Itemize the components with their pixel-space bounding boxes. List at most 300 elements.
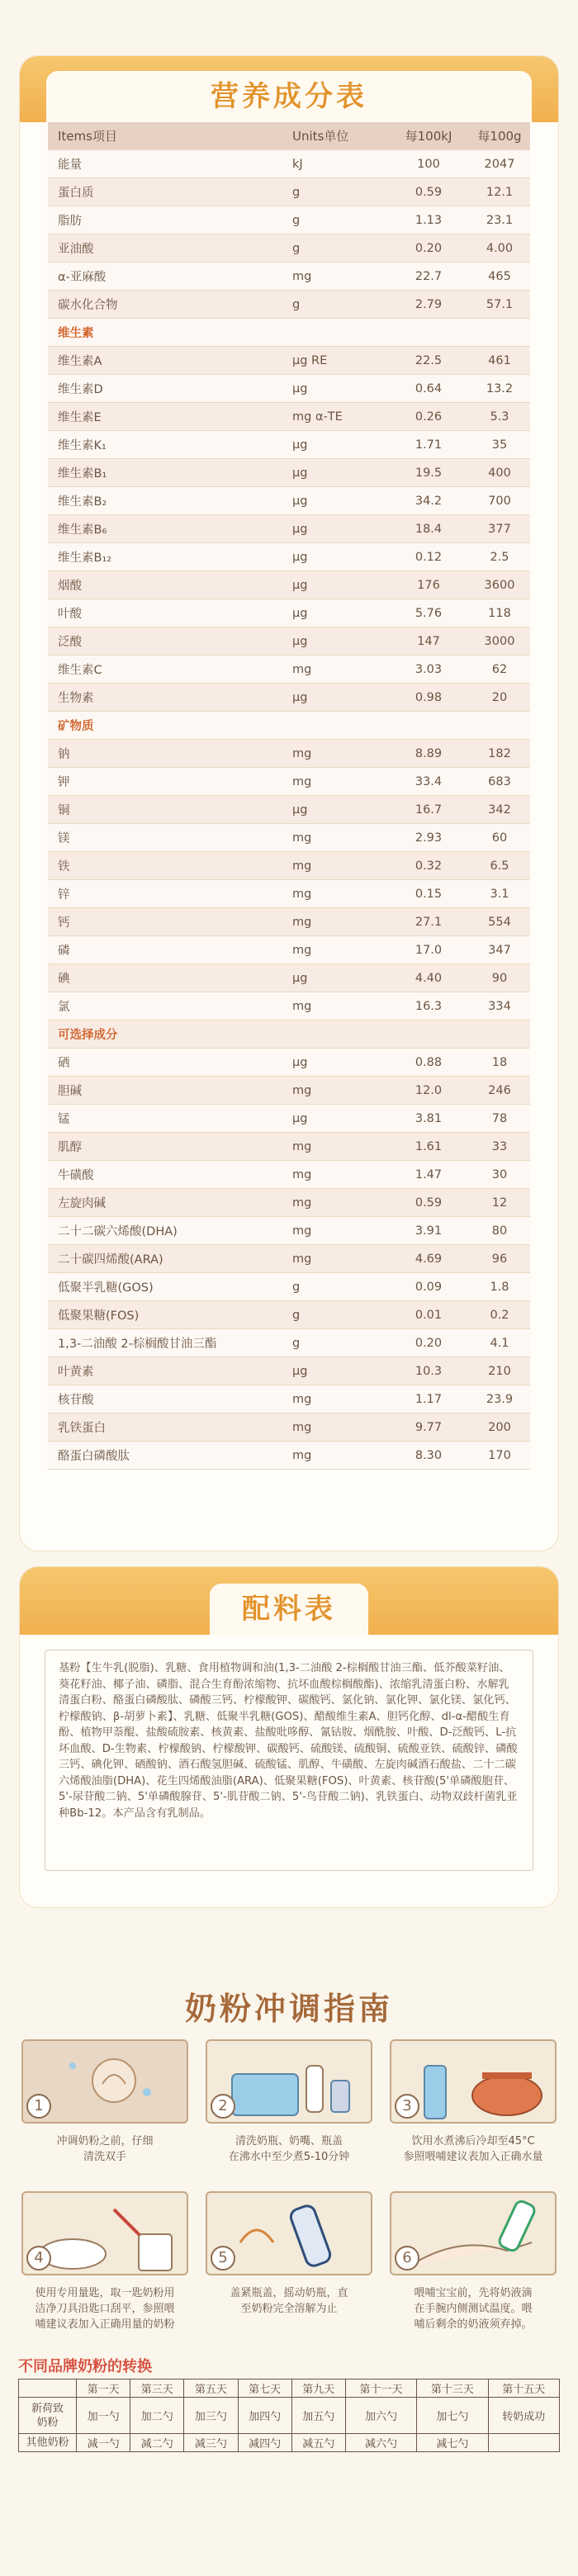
item-per100kj: 5.76 xyxy=(415,606,443,620)
item-per100g: 377 xyxy=(488,522,511,536)
item-per100g: 80 xyxy=(491,1224,508,1238)
conversion-day: 第七天 xyxy=(238,2379,291,2398)
item-per100g: 12 xyxy=(491,1196,508,1210)
ingredients-title-plate xyxy=(210,1584,368,1635)
nutrition-row xyxy=(48,796,530,824)
item-per100kj: 22.5 xyxy=(415,353,443,367)
nutrition-row xyxy=(48,403,530,431)
item-per100kj: 18.4 xyxy=(415,522,443,536)
item-name: 胆碱 xyxy=(58,1085,82,1098)
item-unit: μg xyxy=(292,971,308,985)
conversion-other-cell: 减一勺 xyxy=(77,2434,130,2452)
item-per100kj: 3.91 xyxy=(415,1224,443,1238)
conversion-new-cell: 加一勺 xyxy=(77,2398,130,2434)
item-name: 维生素 xyxy=(58,327,94,340)
item-per100kj: 3.03 xyxy=(415,662,443,676)
item-name: 维生素A xyxy=(58,355,102,368)
item-unit: μg xyxy=(292,578,308,592)
item-per100g: 12.1 xyxy=(486,185,514,199)
nutrition-row xyxy=(48,234,530,263)
item-per100g: 3000 xyxy=(484,634,515,648)
item-name: 钙 xyxy=(58,916,70,930)
item-unit: μg xyxy=(292,1111,308,1125)
nutrition-row xyxy=(48,375,530,403)
item-name: 肌醇 xyxy=(58,1141,82,1154)
conversion-new-cell: 加三勺 xyxy=(184,2398,238,2434)
nutrition-row xyxy=(48,1385,530,1413)
item-name: 矿物质 xyxy=(58,720,94,733)
item-name: 维生素K₁ xyxy=(58,439,107,452)
nutrition-row xyxy=(48,1357,530,1385)
step-5-line2: 至奶粉完全溶解为止 xyxy=(240,2303,338,2315)
nutrition-row xyxy=(48,1442,530,1470)
item-unit: mg xyxy=(292,269,312,283)
step-6-line1: 喂哺宝宝前，先将奶液滴 xyxy=(414,2287,533,2299)
nutrition-row xyxy=(48,1273,530,1301)
conversion-row-other-label: 其他奶粉 xyxy=(19,2434,77,2452)
nutrition-row xyxy=(48,824,530,852)
conversion-day: 第十一天 xyxy=(345,2379,416,2398)
item-unit: μg xyxy=(292,381,308,395)
conversion-day: 第五天 xyxy=(184,2379,238,2398)
nutrition-row xyxy=(48,206,530,234)
item-unit: kJ xyxy=(292,157,303,171)
item-per100kj: 12.0 xyxy=(415,1083,443,1097)
item-per100g: 4.00 xyxy=(486,241,514,255)
nutrition-row xyxy=(48,1105,530,1133)
item-name: 磷 xyxy=(58,945,70,958)
conversion-other-cell: 减四勺 xyxy=(238,2434,291,2452)
ingredients-text: 基粉【生牛乳(脱脂)、乳糖、食用植物调和油(1,3-二油酸 2-棕榈酸甘油三酯、低芥酸菜籽油、葵花籽油、椰子油、磷脂、混合生育酚浓缩物、抗坏血酸棕榈酸酯)、浓缩乳清蛋白粉、水解乳清蛋白粉、酪蛋白磷酸肽、磷酸三钙、柠檬酸钾、碳酸钙、氯化钠、氯化钾、氯化镁、氯化钙、柠檬酸钠、β-胡萝卜素】、乳糖、低聚半乳糖(GOS)、醋酸维生素A、胆钙化醇、dl-α-醋酸生育酚、植物甲萘醌、盐酸硫胺素、核黄素、盐酸吡哆醇、氰钴胺、烟酰胺、叶酸、D-泛酸钙、L-抗坏血酸、D-生物素、柠檬酸钠、柠檬酸钾、碳酸钙、硫酸镁、硫酸铜、硫酸亚铁、硫酸锌、磷酸三钙、碘化钾、硒酸钠、酒石酸氢胆碱、硫酸锰、肌醇、牛磺酸、左旋肉碱酒石酸盐、二十二碳六烯酸油脂(DHA)、花生四烯酸油脂(ARA)、低聚果糖(FOS)、叶黄素、核苷酸(5'单磷酸胞苷、5'-尿苷酸二钠、5'单磷酸腺苷、5'-肌苷酸二钠、5'-鸟苷酸二钠)、乳铁蛋白、动物双歧杆菌乳亚种Bb-12。本产品含有乳制品。 xyxy=(45,1650,533,1871)
item-name: 维生素B₁ xyxy=(58,467,107,481)
item-per100kj: 8.89 xyxy=(415,746,443,760)
item-per100kj: 22.7 xyxy=(415,269,443,283)
item-per100kj: 0.26 xyxy=(415,410,443,424)
item-per100g: 334 xyxy=(488,999,511,1013)
nutrition-row xyxy=(48,1329,530,1357)
item-name: 二十碳四烯酸(ARA) xyxy=(58,1253,163,1267)
step-5-image xyxy=(206,2191,372,2275)
item-name: 维生素E xyxy=(58,411,102,424)
conversion-other-cell xyxy=(488,2434,559,2452)
item-name: 核苷酸 xyxy=(58,1394,94,1407)
item-per100kj: 33.4 xyxy=(415,774,443,788)
item-unit: mg xyxy=(292,943,312,957)
item-unit: μg xyxy=(292,438,308,452)
item-unit: μg xyxy=(292,690,308,704)
item-per100kj: 1.47 xyxy=(415,1167,443,1181)
item-per100kj: 2.79 xyxy=(415,297,443,311)
conversion-other-cell: 减三勺 xyxy=(184,2434,238,2452)
item-per100g: 118 xyxy=(488,606,511,620)
header-unit: Units单位 xyxy=(292,129,349,144)
item-name: 能量 xyxy=(58,159,82,172)
nutrition-section-row xyxy=(48,319,530,347)
nutrition-row xyxy=(48,1245,530,1273)
item-per100g: 90 xyxy=(491,971,508,985)
guide-title: 奶粉冲调指南 xyxy=(184,1991,393,2027)
conversion-header-row xyxy=(19,2379,560,2398)
conversion-table xyxy=(18,2379,560,2452)
item-per100g: 23.1 xyxy=(486,213,514,227)
step-1-image xyxy=(21,2039,188,2124)
item-per100kj: 34.2 xyxy=(415,494,443,508)
item-per100g: 23.9 xyxy=(486,1392,514,1406)
item-per100kj: 10.3 xyxy=(415,1364,443,1378)
item-unit: μg xyxy=(292,466,308,480)
step-6-line3: 哺后剩余的奶液须弃掉。 xyxy=(414,2318,533,2331)
item-unit: mg xyxy=(292,746,312,760)
step-5-number: 5 xyxy=(211,2246,235,2271)
item-name: 低聚半乳糖(GOS) xyxy=(58,1281,154,1295)
ingredients-title: 配料表 xyxy=(242,1593,336,1626)
item-per100g: 96 xyxy=(491,1252,508,1266)
conversion-other-cell: 减二勺 xyxy=(130,2434,184,2452)
guide-step-5 xyxy=(206,2191,372,2317)
item-name: α-亚麻酸 xyxy=(58,271,107,284)
nutrition-row xyxy=(48,431,530,459)
nutrition-row xyxy=(48,656,530,684)
item-unit: mg xyxy=(292,774,312,788)
item-per100g: 2047 xyxy=(484,157,515,171)
nutrition-row xyxy=(48,571,530,599)
step-4-image xyxy=(21,2191,188,2275)
item-per100kj: 0.64 xyxy=(415,381,443,395)
step-5-line1: 盖紧瓶盖，摇动奶瓶，直 xyxy=(230,2287,348,2299)
step-6-line2: 在手腕内侧测试温度。喂 xyxy=(414,2303,533,2315)
item-per100kj: 0.12 xyxy=(415,550,443,564)
item-unit: g xyxy=(292,241,301,255)
nutrition-row xyxy=(48,543,530,571)
nutrition-row xyxy=(48,627,530,656)
item-name: 钾 xyxy=(58,776,70,789)
nutrition-row xyxy=(48,459,530,487)
item-name: 铁 xyxy=(58,860,70,874)
item-per100kj: 0.59 xyxy=(415,185,443,199)
step-6-image xyxy=(390,2191,557,2275)
item-unit: mg xyxy=(292,1448,312,1462)
item-per100kj: 0.09 xyxy=(415,1280,443,1294)
item-per100kj: 1.61 xyxy=(415,1139,443,1153)
nutrition-row xyxy=(48,908,530,936)
item-per100g: 13.2 xyxy=(486,381,514,395)
item-per100kj: 19.5 xyxy=(415,466,443,480)
nutrition-section-row xyxy=(48,1020,530,1049)
step-3-image xyxy=(390,2039,557,2124)
item-unit: mg xyxy=(292,915,312,929)
item-name: 铜 xyxy=(58,804,70,817)
conversion-day: 第九天 xyxy=(291,2379,345,2398)
item-name: 碳水化合物 xyxy=(58,299,118,312)
item-name: 脂肪 xyxy=(58,215,82,228)
item-per100kj: 9.77 xyxy=(415,1420,443,1434)
item-per100g: 200 xyxy=(488,1420,511,1434)
nutrition-row xyxy=(48,964,530,992)
nutrition-table xyxy=(48,122,530,1470)
item-per100g: 182 xyxy=(488,746,511,760)
step-2-line1: 清洗奶瓶、奶嘴、瓶盖 xyxy=(235,2135,343,2147)
item-unit: μg RE xyxy=(292,353,328,367)
item-per100kj: 0.15 xyxy=(415,887,443,901)
item-per100g: 1.8 xyxy=(490,1280,509,1294)
item-unit: μg xyxy=(292,634,308,648)
item-per100g: 210 xyxy=(488,1364,511,1378)
item-name: 左旋肉碱 xyxy=(58,1197,106,1210)
nutrition-row xyxy=(48,487,530,515)
conversion-new-cell: 加五勺 xyxy=(291,2398,345,2434)
item-name: 维生素B₆ xyxy=(58,523,107,537)
nutrition-table-header xyxy=(48,122,530,150)
item-per100g: 0.2 xyxy=(490,1308,509,1322)
ingredients-card xyxy=(20,1567,558,1907)
conversion-new-cell: 加六勺 xyxy=(345,2398,416,2434)
item-name: 维生素B₁₂ xyxy=(58,552,112,565)
nutrition-row xyxy=(48,1077,530,1105)
item-per100g: 3.1 xyxy=(490,887,509,901)
item-per100g: 554 xyxy=(488,915,511,929)
item-per100kj: 0.59 xyxy=(415,1196,443,1210)
item-unit: g xyxy=(292,1308,301,1322)
item-unit: mg xyxy=(292,999,312,1013)
item-per100g: 6.5 xyxy=(490,859,509,873)
nutrition-row xyxy=(48,263,530,291)
item-unit: mg xyxy=(292,1392,312,1406)
item-per100g: 342 xyxy=(488,803,511,817)
item-name: 烟酸 xyxy=(58,580,82,593)
item-per100kj: 0.88 xyxy=(415,1055,443,1069)
conversion-new-cell: 加七勺 xyxy=(417,2398,488,2434)
step-4-line3: 哺建议表加入正确用量的奶粉 xyxy=(35,2318,175,2331)
item-unit: g xyxy=(292,185,301,199)
nutrition-row xyxy=(48,880,530,908)
nutrition-row xyxy=(48,150,530,178)
item-name: 维生素B₂ xyxy=(58,495,107,509)
item-per100kj: 0.20 xyxy=(415,241,443,255)
item-per100kj: 1.13 xyxy=(415,213,443,227)
conversion-day: 第十五天 xyxy=(488,2379,559,2398)
step-4-number: 4 xyxy=(26,2246,51,2271)
item-per100g: 2.5 xyxy=(490,550,509,564)
nutrition-row xyxy=(48,768,530,796)
item-unit: mg xyxy=(292,1252,312,1266)
item-per100g: 60 xyxy=(491,831,508,845)
step-2-image xyxy=(206,2039,372,2124)
item-name: 乳铁蛋白 xyxy=(58,1422,106,1435)
item-name: 1,3-二油酸 2-棕榈酸甘油三酯 xyxy=(58,1338,217,1351)
item-name: 氯 xyxy=(58,1001,70,1014)
item-unit: mg xyxy=(292,1420,312,1434)
step-1-line1: 冲调奶粉之前，仔细 xyxy=(56,2135,154,2147)
item-unit: g xyxy=(292,297,301,311)
nutrition-row xyxy=(48,1189,530,1217)
item-unit: μg xyxy=(292,550,308,564)
item-per100kj: 2.93 xyxy=(415,831,443,845)
item-per100g: 62 xyxy=(491,662,508,676)
header-per100kj: 每100kJ xyxy=(405,129,452,144)
step-3-line1: 饮用水煮沸后冷却至45°C xyxy=(411,2135,535,2147)
item-per100g: 78 xyxy=(491,1111,508,1125)
conversion-day: 第一天 xyxy=(77,2379,130,2398)
item-per100g: 5.3 xyxy=(490,410,509,424)
item-per100kj: 16.7 xyxy=(415,803,443,817)
item-per100kj: 0.32 xyxy=(415,859,443,873)
item-unit: μg xyxy=(292,803,308,817)
step-2-number: 2 xyxy=(211,2094,235,2119)
footer-space xyxy=(0,2459,578,2576)
item-unit: mg α-TE xyxy=(292,410,343,424)
step-1-line2: 清洗双手 xyxy=(83,2151,126,2163)
nutrition-row xyxy=(48,1049,530,1077)
item-per100kj: 8.30 xyxy=(415,1448,443,1462)
item-per100g: 347 xyxy=(488,943,511,957)
item-per100kj: 0.98 xyxy=(415,690,443,704)
item-per100g: 246 xyxy=(488,1083,511,1097)
item-per100g: 3600 xyxy=(484,578,515,592)
item-unit: μg xyxy=(292,1055,308,1069)
item-name: 硒 xyxy=(58,1057,70,1070)
item-per100g: 683 xyxy=(488,774,511,788)
step-4-line1: 使用专用量匙，取一匙奶粉用 xyxy=(35,2287,175,2299)
item-per100kj: 4.69 xyxy=(415,1252,443,1266)
item-name: 二十二碳六烯酸(DHA) xyxy=(58,1225,178,1238)
item-name: 镁 xyxy=(58,832,70,845)
item-unit: mg xyxy=(292,1224,312,1238)
item-per100kj: 17.0 xyxy=(415,943,443,957)
step-6-number: 6 xyxy=(395,2246,419,2271)
item-name: 生物素 xyxy=(58,692,94,705)
nutrition-row xyxy=(48,684,530,712)
nutrition-card xyxy=(20,56,558,1551)
item-unit: g xyxy=(292,1280,301,1294)
item-unit: mg xyxy=(292,887,312,901)
item-unit: mg xyxy=(292,1083,312,1097)
item-name: 可选择成分 xyxy=(58,1029,118,1042)
conversion-day: 第三天 xyxy=(130,2379,184,2398)
guide-step-6 xyxy=(390,2191,557,2332)
item-per100kj: 0.01 xyxy=(415,1308,443,1322)
item-per100kj: 0.20 xyxy=(415,1336,443,1350)
nutrition-row xyxy=(48,936,530,964)
step-1-number: 1 xyxy=(26,2094,51,2119)
conversion-corner xyxy=(19,2379,77,2398)
item-per100g: 18 xyxy=(491,1055,508,1069)
item-name: 低聚果糖(FOS) xyxy=(58,1309,140,1323)
item-per100g: 700 xyxy=(488,494,511,508)
guide-step-2 xyxy=(206,2039,372,2165)
nutrition-row xyxy=(48,1413,530,1442)
item-name: 锰 xyxy=(58,1113,70,1126)
conversion-row-other xyxy=(19,2434,560,2452)
nutrition-row xyxy=(48,347,530,375)
item-per100g: 465 xyxy=(488,269,511,283)
item-per100kj: 16.3 xyxy=(415,999,443,1013)
item-name: 酪蛋白磷酸肽 xyxy=(58,1450,130,1463)
item-name: 锌 xyxy=(58,888,70,902)
nutrition-row xyxy=(48,599,530,627)
item-unit: mg xyxy=(292,831,312,845)
conversion-new-cell: 加二勺 xyxy=(130,2398,184,2434)
item-unit: mg xyxy=(292,1196,312,1210)
item-name: 叶酸 xyxy=(58,608,82,621)
item-per100g: 461 xyxy=(488,353,511,367)
conversion-day: 第十三天 xyxy=(417,2379,488,2398)
guide-step-4 xyxy=(21,2191,188,2332)
step-4-line2: 洁净刀具沿匙口刮平，参照喂 xyxy=(35,2303,175,2315)
item-per100kj: 3.81 xyxy=(415,1111,443,1125)
item-unit: μg xyxy=(292,606,308,620)
conversion-other-cell: 减五勺 xyxy=(291,2434,345,2452)
conversion-row-new-label xyxy=(19,2398,77,2434)
step-3-line2: 参照喂哺建议表加入正确水量 xyxy=(403,2151,543,2163)
item-per100kj: 1.17 xyxy=(415,1392,443,1406)
nutrition-row xyxy=(48,852,530,880)
conversion-new-cell: 加四勺 xyxy=(238,2398,291,2434)
item-name: 牛磺酸 xyxy=(58,1169,94,1182)
item-name: 蛋白质 xyxy=(58,187,94,200)
item-per100kj: 176 xyxy=(417,578,440,592)
item-per100g: 20 xyxy=(491,690,508,704)
item-unit: μg xyxy=(292,1364,308,1378)
conversion-new-cell: 转奶成功 xyxy=(488,2398,559,2434)
nutrition-section-row xyxy=(48,712,530,740)
conversion-title: 不同品牌奶粉的转换 xyxy=(18,2358,152,2375)
nutrition-title: 营养成分表 xyxy=(211,80,367,113)
nutrition-row xyxy=(48,1161,530,1189)
item-per100g: 400 xyxy=(488,466,511,480)
item-name: 碘 xyxy=(58,973,70,986)
item-unit: mg xyxy=(292,1167,312,1181)
nutrition-row xyxy=(48,1133,530,1161)
ingredients-header xyxy=(20,1567,558,1635)
item-unit: mg xyxy=(292,662,312,676)
conversion-other-cell: 减七勺 xyxy=(417,2434,488,2452)
nutrition-title-plate xyxy=(46,71,532,122)
nutrition-row xyxy=(48,1217,530,1245)
item-unit: mg xyxy=(292,859,312,873)
item-per100g: 35 xyxy=(491,438,508,452)
conversion-other-cell: 减六勺 xyxy=(345,2434,416,2452)
item-name: 维生素D xyxy=(58,383,103,396)
item-per100kj: 100 xyxy=(417,157,440,171)
step-2-line2: 在沸水中至少煮5-10分钟 xyxy=(228,2151,350,2163)
item-unit: μg xyxy=(292,494,308,508)
nutrition-row xyxy=(48,740,530,768)
item-per100g: 4.1 xyxy=(490,1336,509,1350)
item-unit: μg xyxy=(292,522,308,536)
guide-step-3 xyxy=(390,2039,557,2165)
nutrition-row xyxy=(48,1301,530,1329)
item-per100kj: 4.40 xyxy=(415,971,443,985)
item-per100g: 170 xyxy=(488,1448,511,1462)
item-per100g: 33 xyxy=(491,1139,508,1153)
step-3-number: 3 xyxy=(395,2094,419,2119)
item-name: 叶黄素 xyxy=(58,1366,94,1379)
item-per100g: 57.1 xyxy=(486,297,514,311)
header-per100g: 每100g xyxy=(477,129,522,144)
item-per100g: 30 xyxy=(491,1167,508,1181)
item-name: 维生素C xyxy=(58,664,102,677)
nutrition-header xyxy=(20,56,558,122)
conversion-row-new xyxy=(19,2398,560,2434)
item-name: 泛酸 xyxy=(58,636,82,649)
nutrition-row xyxy=(48,992,530,1020)
item-per100kj: 27.1 xyxy=(415,915,443,929)
guide-step-1 xyxy=(21,2039,188,2165)
item-per100kj: 1.71 xyxy=(415,438,443,452)
item-unit: g xyxy=(292,213,301,227)
item-unit: g xyxy=(292,1336,301,1350)
item-name: 亚油酸 xyxy=(58,243,94,256)
